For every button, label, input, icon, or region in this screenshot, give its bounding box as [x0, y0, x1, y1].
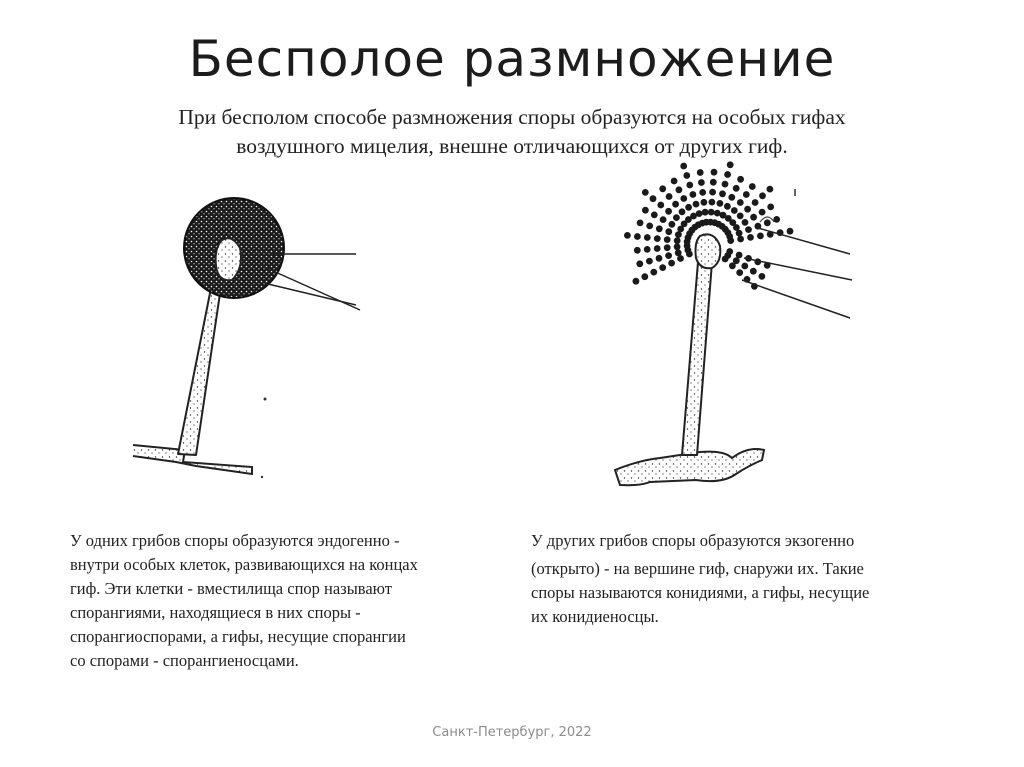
- conidium: [709, 189, 716, 196]
- subtitle-line: При бесполом способе размножения споры образуются на особых гифах: [178, 105, 846, 129]
- conidium: [641, 273, 648, 280]
- conidium: [722, 181, 729, 188]
- conidium: [737, 199, 744, 206]
- conidium: [674, 243, 681, 250]
- conidium: [644, 234, 651, 241]
- conidium: [650, 269, 657, 276]
- conidium: [665, 252, 672, 259]
- conidium: [656, 255, 663, 262]
- conidium: [651, 212, 658, 219]
- conidium: [731, 207, 738, 214]
- conidium: [747, 234, 754, 241]
- conidiophore-figure: [615, 161, 852, 485]
- conidium: [752, 199, 759, 206]
- conidium: [727, 161, 734, 168]
- conidium: [644, 246, 651, 253]
- paragraph-line: У одних грибов споры образуются эндогенно -: [70, 531, 400, 550]
- conidium: [666, 193, 673, 200]
- conidium: [787, 228, 794, 235]
- conidium: [711, 169, 718, 176]
- conidium: [680, 163, 687, 170]
- conidium: [728, 194, 735, 201]
- paragraph-line: спорангиоспорами, а гифы, несущие спорангии: [70, 627, 406, 646]
- conidium: [737, 236, 744, 243]
- conidium: [722, 256, 729, 263]
- conidium: [659, 185, 666, 192]
- conidium: [749, 183, 756, 190]
- conidium: [737, 176, 744, 183]
- paragraph-line: споры называются конидиями, а гифы, несущие: [531, 583, 870, 602]
- conidium: [701, 199, 708, 206]
- conidium: [719, 190, 726, 197]
- paragraph-line: спорангиями, находящиеся в них споры -: [70, 603, 361, 622]
- conidium: [642, 207, 649, 214]
- conidium: [737, 213, 744, 220]
- conidium: [686, 251, 693, 258]
- conidium: [657, 202, 664, 209]
- conidium: [717, 200, 724, 207]
- conidium: [636, 260, 643, 267]
- conidium: [686, 182, 693, 189]
- conidium: [650, 195, 657, 202]
- conidium: [669, 221, 676, 228]
- conidium: [646, 223, 653, 230]
- conidium: [665, 228, 672, 235]
- conidium: [683, 172, 690, 179]
- conidium: [671, 178, 678, 185]
- subtitle-line: воздушного мицелия, внешне отличающихся от других гиф.: [236, 134, 788, 158]
- footer-text: Санкт-Петербург, 2022: [432, 725, 592, 740]
- paragraph-line: их конидиеносцы.: [531, 607, 659, 626]
- conidium: [736, 269, 743, 276]
- conidium: [767, 204, 774, 211]
- conidium: [759, 273, 766, 280]
- conidium: [742, 219, 749, 226]
- conidium: [697, 169, 704, 176]
- conidium: [634, 247, 641, 254]
- paragraph-line: У других грибов споры образуются экзогенно: [531, 531, 855, 550]
- conidium: [633, 278, 640, 285]
- conidium: [664, 244, 671, 251]
- conidium: [710, 179, 717, 186]
- conidium: [714, 210, 721, 217]
- conidium: [673, 214, 680, 221]
- conidium: [660, 216, 667, 223]
- conidium: [676, 186, 683, 193]
- conidium: [759, 192, 766, 199]
- conidium: [668, 260, 675, 267]
- conidium: [659, 264, 666, 271]
- conidium: [759, 209, 766, 216]
- conidium: [654, 245, 661, 252]
- conidium: [750, 214, 757, 221]
- conidium: [679, 208, 686, 215]
- conidium: [724, 171, 731, 178]
- conidium: [674, 237, 681, 244]
- conidium: [764, 219, 771, 226]
- conidium: [642, 189, 649, 196]
- conidium: [685, 204, 692, 211]
- conidium: [698, 179, 705, 186]
- conidium: [637, 220, 644, 227]
- conidium: [699, 189, 706, 196]
- conidium: [634, 233, 641, 240]
- slide-title: Бесполое размножение: [188, 30, 836, 88]
- conidium: [733, 185, 740, 192]
- conidium: [677, 255, 684, 262]
- sporangium-description: [70, 529, 500, 673]
- conidium: [745, 226, 752, 233]
- conidia-description: [531, 529, 961, 629]
- conidium: [702, 209, 709, 216]
- conidium: [729, 262, 736, 269]
- conidium: [693, 201, 700, 208]
- conidium: [743, 191, 750, 198]
- conidium: [708, 209, 715, 216]
- conidium: [646, 258, 653, 265]
- conidium: [654, 235, 661, 242]
- conidium: [709, 199, 716, 206]
- conidium: [767, 186, 774, 193]
- conidium: [672, 201, 679, 208]
- conidium: [750, 268, 757, 275]
- conidium: [675, 231, 682, 238]
- paragraph-line: гиф. Эти клетки - вместилища спор называют: [70, 579, 392, 598]
- conidium: [680, 195, 687, 202]
- conidium: [665, 208, 672, 215]
- conidium: [624, 232, 631, 239]
- conidium: [656, 225, 663, 232]
- paragraph-line: (открыто) - на вершине гиф, снаружи их. Такие: [531, 559, 864, 578]
- paragraph-line: внутри особых клеток, развивающихся на концах: [70, 555, 418, 574]
- conidium: [664, 236, 671, 243]
- conidium: [724, 203, 731, 210]
- conidium: [757, 233, 764, 240]
- conidium: [741, 263, 748, 270]
- conidium: [744, 206, 751, 213]
- sporangiophore-figure: [133, 198, 360, 478]
- paragraph-line: со спорами - спорангиеносцами.: [70, 651, 299, 670]
- conidium: [690, 191, 697, 198]
